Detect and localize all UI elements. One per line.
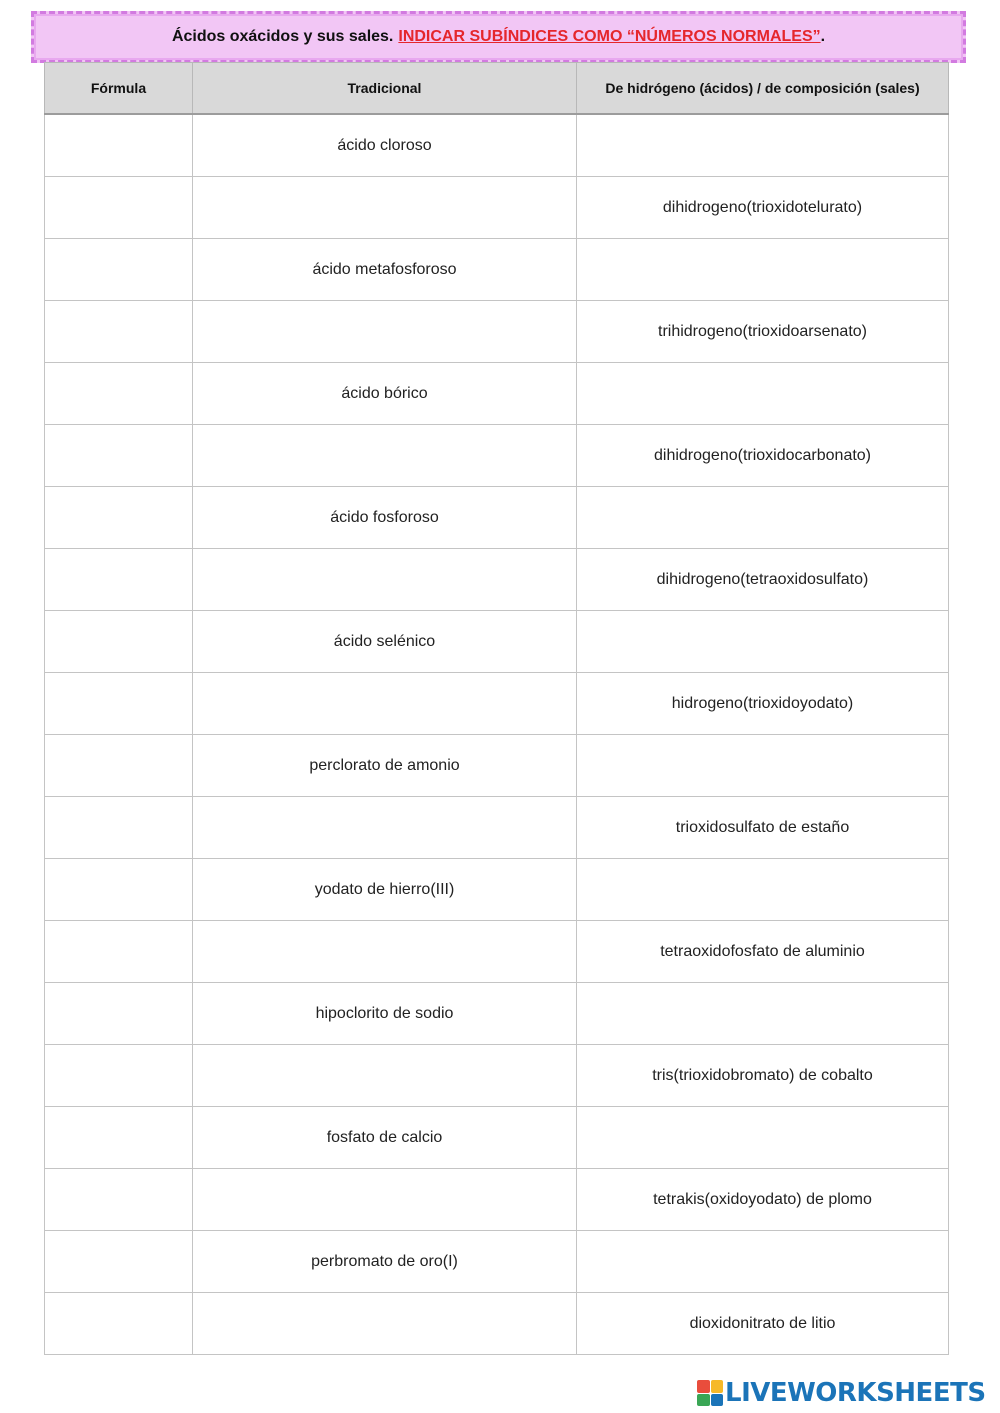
liveworksheets-logo-icon (697, 1380, 723, 1406)
table-row (45, 1293, 949, 1355)
header-systematic: De hidrógeno (ácidos) / de composición (sales) (577, 63, 949, 115)
systematic-name-cell (577, 239, 949, 301)
traditional-name-cell (193, 1293, 577, 1355)
formula-cell (45, 859, 193, 921)
worksheet-title-banner (31, 11, 966, 63)
traditional-name-cell: yodato de hierro(III) (193, 859, 577, 921)
table-row (45, 363, 949, 425)
formula-cell (45, 1107, 193, 1169)
traditional-name-cell (193, 425, 577, 487)
formula-answer-input[interactable] (51, 177, 186, 238)
traditional-name-cell: ácido bórico (193, 363, 577, 425)
formula-answer-input[interactable] (51, 1231, 186, 1292)
formula-answer-input[interactable] (51, 1107, 186, 1168)
formula-cell (45, 549, 193, 611)
table-row (45, 114, 949, 177)
formula-answer-input[interactable] (51, 549, 186, 610)
formula-cell (45, 1045, 193, 1107)
formula-answer-input[interactable] (51, 1169, 186, 1230)
formula-cell (45, 1169, 193, 1231)
table-row (45, 735, 949, 797)
table-row (45, 1169, 949, 1231)
systematic-name-cell: trioxidosulfato de estaño (577, 797, 949, 859)
formula-cell (45, 114, 193, 177)
formula-cell (45, 363, 193, 425)
table-row (45, 921, 949, 983)
formula-cell (45, 797, 193, 859)
traditional-name-cell (193, 921, 577, 983)
header-traditional: Tradicional (193, 63, 577, 115)
formula-cell (45, 921, 193, 983)
logo-square-e (711, 1394, 724, 1407)
traditional-name-cell: fosfato de calcio (193, 1107, 577, 1169)
table-row (45, 487, 949, 549)
logo-square-v (697, 1394, 710, 1407)
traditional-name-cell (193, 301, 577, 363)
traditional-name-cell (193, 673, 577, 735)
formula-answer-input[interactable] (51, 301, 186, 362)
formula-answer-input[interactable] (51, 363, 186, 424)
systematic-name-cell (577, 1231, 949, 1293)
systematic-name-cell: dihidrogeno(tetraoxidosulfato) (577, 549, 949, 611)
formula-cell (45, 735, 193, 797)
table-row (45, 425, 949, 487)
instruction-period: . (820, 28, 826, 45)
table-row (45, 859, 949, 921)
formula-answer-input[interactable] (51, 115, 186, 176)
nomenclature-table (44, 62, 949, 1355)
systematic-name-cell: trihidrogeno(trioxidoarsenato) (577, 301, 949, 363)
traditional-name-cell (193, 1045, 577, 1107)
formula-answer-input[interactable] (51, 735, 186, 796)
formula-cell (45, 1231, 193, 1293)
systematic-name-cell: hidrogeno(trioxidoyodato) (577, 673, 949, 735)
table-header-row (45, 63, 949, 115)
systematic-name-cell: dioxidonitrato de litio (577, 1293, 949, 1355)
formula-answer-input[interactable] (51, 673, 186, 734)
systematic-name-cell (577, 363, 949, 425)
systematic-name-cell (577, 487, 949, 549)
formula-answer-input[interactable] (51, 859, 186, 920)
systematic-name-cell: tris(trioxidobromato) de cobalto (577, 1045, 949, 1107)
formula-answer-input[interactable] (51, 1045, 186, 1106)
traditional-name-cell: perbromato de oro(I) (193, 1231, 577, 1293)
table-row (45, 177, 949, 239)
traditional-name-cell: ácido selénico (193, 611, 577, 673)
formula-cell (45, 487, 193, 549)
systematic-name-cell: tetraoxidofosfato de aluminio (577, 921, 949, 983)
subscript-instruction: INDICAR SUBÍNDICES COMO “NÚMEROS NORMALES” (398, 28, 821, 45)
systematic-name-cell (577, 983, 949, 1045)
systematic-name-cell (577, 735, 949, 797)
formula-answer-input[interactable] (51, 487, 186, 548)
systematic-name-cell: tetrakis(oxidoyodato) de plomo (577, 1169, 949, 1231)
formula-cell (45, 177, 193, 239)
traditional-name-cell (193, 797, 577, 859)
liveworksheets-brand (697, 1379, 986, 1407)
traditional-name-cell: hipoclorito de sodio (193, 983, 577, 1045)
worksheet-title: Ácidos oxácidos y sus sales. (171, 28, 394, 45)
logo-square-l (697, 1380, 710, 1393)
formula-answer-input[interactable] (51, 1293, 186, 1354)
traditional-name-cell: ácido cloroso (193, 114, 577, 177)
brand-name: LIVEWORKSHEETS (725, 1378, 986, 1408)
systematic-name-cell: dihidrogeno(trioxidocarbonato) (577, 425, 949, 487)
formula-answer-input[interactable] (51, 797, 186, 858)
systematic-name-cell (577, 1107, 949, 1169)
traditional-name-cell: ácido metafosforoso (193, 239, 577, 301)
traditional-name-cell (193, 1169, 577, 1231)
table-row (45, 1231, 949, 1293)
table-row (45, 301, 949, 363)
table-row (45, 549, 949, 611)
table-row (45, 983, 949, 1045)
systematic-name-cell (577, 114, 949, 177)
formula-cell (45, 301, 193, 363)
traditional-name-cell: ácido fosforoso (193, 487, 577, 549)
table-row (45, 673, 949, 735)
formula-answer-input[interactable] (51, 983, 186, 1044)
header-formula: Fórmula (45, 63, 193, 115)
formula-answer-input[interactable] (51, 921, 186, 982)
systematic-name-cell (577, 611, 949, 673)
formula-answer-input[interactable] (51, 425, 186, 486)
systematic-name-cell (577, 859, 949, 921)
systematic-name-cell: dihidrogeno(trioxidotelurato) (577, 177, 949, 239)
traditional-name-cell: perclorato de amonio (193, 735, 577, 797)
logo-square-i (711, 1380, 724, 1393)
table-row (45, 1045, 949, 1107)
formula-cell (45, 673, 193, 735)
traditional-name-cell (193, 549, 577, 611)
formula-answer-input[interactable] (51, 611, 186, 672)
formula-cell (45, 983, 193, 1045)
formula-cell (45, 425, 193, 487)
formula-cell (45, 239, 193, 301)
traditional-name-cell (193, 177, 577, 239)
formula-cell (45, 611, 193, 673)
table-row (45, 239, 949, 301)
formula-answer-input[interactable] (51, 239, 186, 300)
table-row (45, 611, 949, 673)
table-row (45, 797, 949, 859)
formula-cell (45, 1293, 193, 1355)
table-row (45, 1107, 949, 1169)
